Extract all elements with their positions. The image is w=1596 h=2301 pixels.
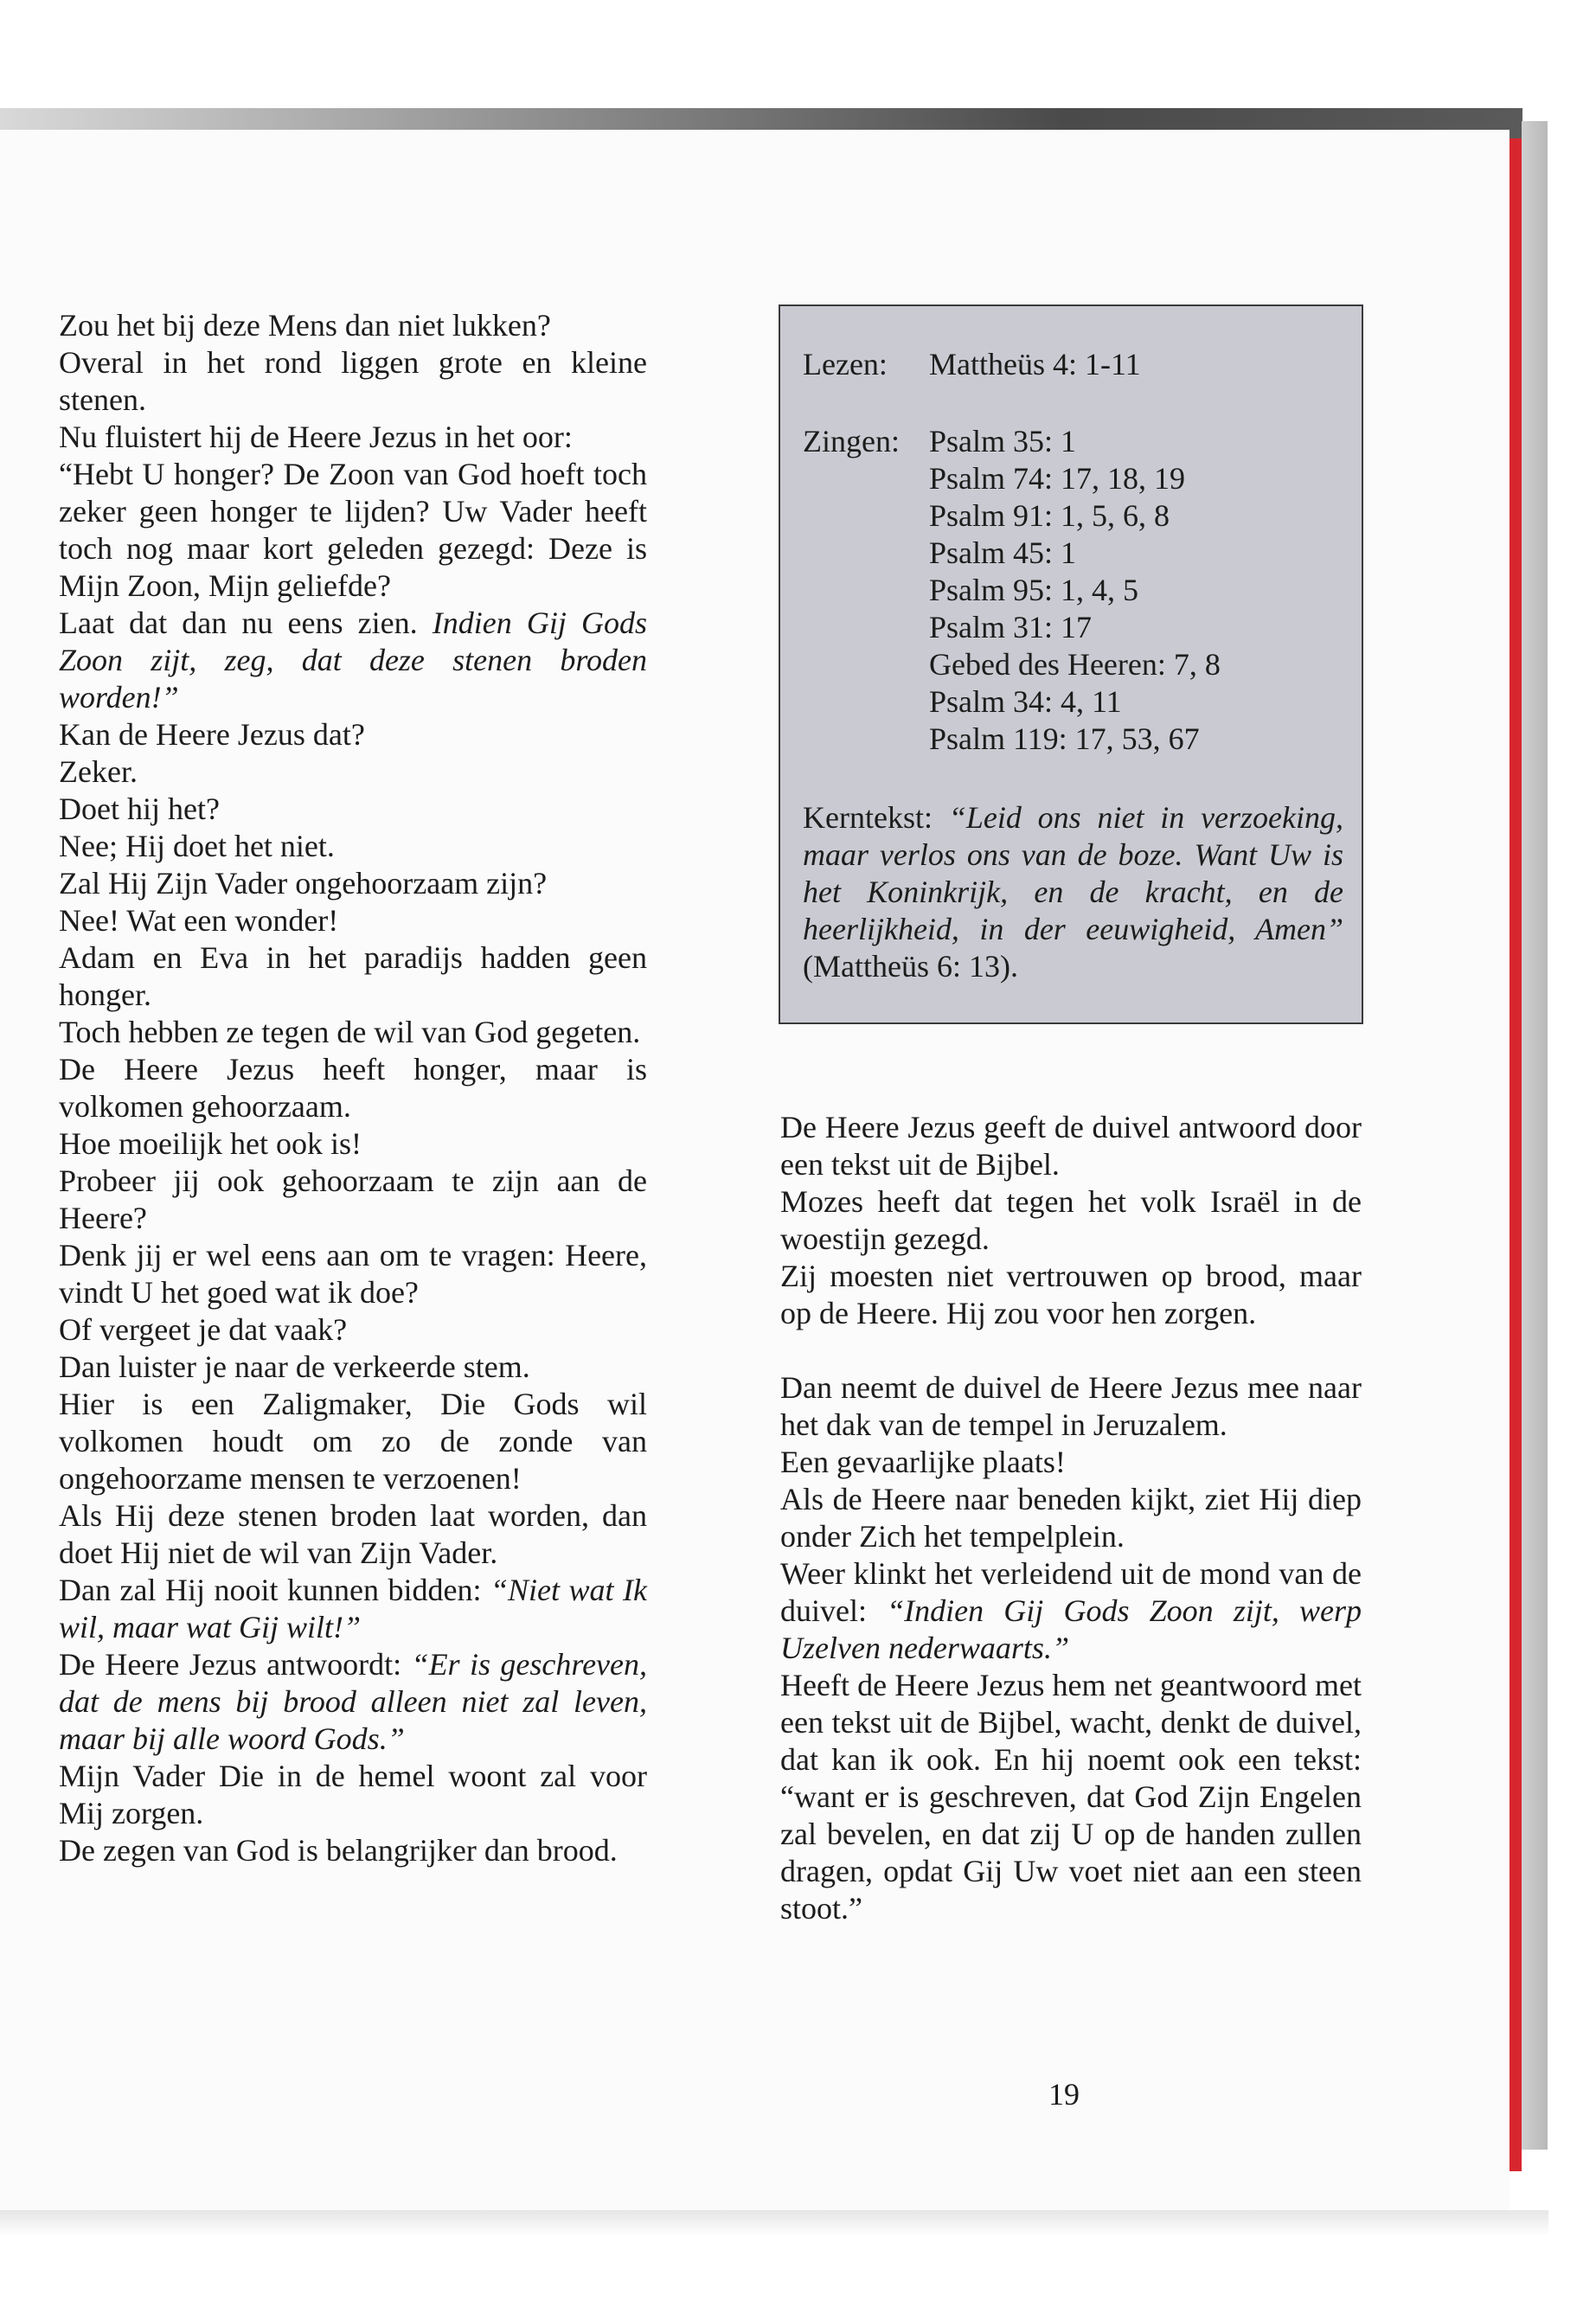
paragraph: De zegen van God is belangrijker dan brood. [59,1833,618,1868]
quote-italic: Indien Gij Gods Zoon zijt, zeg, dat deze stenen broden worden!” [59,606,648,715]
kerntekst [803,799,1343,985]
left-column [59,307,647,1869]
paragraph [59,1646,647,1758]
paragraph: Als de Heere naar beneden kijkt, ziet Hij diep onder Zich het tempelplein. [780,1482,1362,1554]
paragraph: Toch hebben ze tegen de wil van God gegeten. [59,1015,641,1049]
paragraph: Een gevaarlijke plaats! [780,1445,1066,1479]
paragraph [59,605,647,716]
spacer [780,1332,1362,1369]
paragraph: Nee; Hij doet het niet. [59,829,335,863]
paragraph: Doet hij het? [59,792,220,826]
paragraph: Kan de Heere Jezus dat? [59,717,365,752]
sentence: Laat dat dan nu eens zien. [59,606,418,640]
paragraph: Denk jij er wel eens aan om te vragen: Heere, vindt U het goed wat ik doe? [59,1238,647,1310]
paragraph: Heeft de Heere Jezus hem net geantwoord met een tekst uit de Bijbel, wacht, denkt de duivel, dat kan ik ook. En hij noemt ook een tekst: “want er is geschreven, dat God Zijn Engelen zal bevelen, en dat zij U op de handen zullen dragen, opdat Gij Uw voet niet aan een steen stoot.” [780,1668,1362,1926]
paragraph: “Hebt U honger? De Zoon van God hoeft toch zeker geen honger te lijden? Uw Vader heeft toch nog maar kort geleden gezegd: Deze is Mijn Zoon, Mijn geliefde? [59,457,647,603]
zingen-item: Psalm 45: 1 [929,535,1077,570]
paragraph: Als Hij deze stenen broden laat worden, dan doet Hij niet de wil van Zijn Vader. [59,1498,647,1570]
paragraph [59,1572,647,1646]
paragraph: De Heere Jezus geeft de duivel antwoord door een tekst uit de Bijbel. [780,1110,1362,1182]
zingen-item: Psalm 95: 1, 4, 5 [929,573,1139,607]
paragraph: Zal Hij Zijn Vader ongehoorzaam zijn? [59,866,548,901]
zingen-item: Gebed des Heeren: 7, 8 [929,647,1221,682]
zingen-label: Zingen: [803,424,900,458]
bottom-shadow [0,2210,1548,2236]
paragraph: Nu fluistert hij de Heere Jezus in het oor: [59,420,573,454]
zingen-item: Psalm 119: 17, 53, 67 [929,721,1200,756]
paragraph: Hoe moeilijk het ook is! [59,1126,362,1161]
zingen-item: Psalm 34: 4, 11 [929,684,1122,719]
zingen-item: Psalm 74: 17, 18, 19 [929,461,1186,496]
paragraph: Overal in het rond liggen grote en kleine stenen. [59,345,647,417]
zingen-item: Psalm 31: 17 [929,610,1093,644]
paragraph: Dan neemt de duivel de Heere Jezus mee naar het dak van de tempel in Jeruzalem. [780,1370,1362,1442]
red-book-edge [1509,138,1522,2171]
paragraph: Zou het bij deze Mens dan niet lukken? [59,308,551,343]
page-number: 19 [1048,2077,1080,2112]
paragraph [780,1555,1362,1667]
paragraph: Probeer jij ook gehoorzaam te zijn aan de Heere? [59,1163,647,1235]
paragraph: Mozes heeft dat tegen het volk Israël in de woestijn gezegd. [780,1184,1362,1256]
paragraph: Mijn Vader Die in de hemel woont zal voor Mij zorgen. [59,1759,647,1830]
kerntekst-label: Kerntekst: [803,800,933,835]
paragraph: Zij moesten niet vertrouwen op brood, maar op de Heere. Hij zou voor hen zorgen. [780,1259,1362,1330]
paragraph: De Heere Jezus heeft honger, maar is volkomen gehoorzaam. [59,1052,647,1124]
kerntekst-quote: “Leid ons niet in verzoeking, maar verlos ons van de boze. Want Uw is het Koninkrijk, en de kracht, en de heerlijkheid, in der eeuwigheid, Amen” [803,800,1344,946]
paragraph: Adam en Eva in het paradijs hadden geen honger. [59,940,647,1012]
sentence: Dan zal Hij nooit kunnen bidden: [59,1573,482,1607]
zingen-item: Psalm 91: 1, 5, 6, 8 [929,498,1170,533]
quote-italic: “Er is geschreven, dat de mens bij brood alleen niet zal leven, maar bij alle woord Gods.” [59,1647,647,1756]
lezen-value: Mattheüs 4: 1-11 [929,347,1141,381]
lezen-label: Lezen: [803,347,888,381]
reading-box [779,304,1363,1024]
gray-book-edge [1522,121,1548,2150]
quote-italic: “Niet wat Ik wil, maar wat Gij wilt!” [59,1573,648,1644]
quote-italic: “Indien Gij Gods Zoon zijt, werp Uzelven nederwaarts.” [780,1593,1362,1665]
right-column [780,1109,1362,1927]
paragraph: Dan luister je naar de verkeerde stem. [59,1349,530,1384]
zingen-item: Psalm 35: 1 [929,424,1077,458]
sentence: De Heere Jezus antwoordt: [59,1647,402,1682]
paragraph: Of vergeet je dat vaak? [59,1312,348,1347]
kerntekst-reference: (Mattheüs 6: 13). [803,949,1018,984]
paragraph: Nee! Wat een wonder! [59,903,339,938]
paragraph: Hier is een Zaligmaker, Die Gods wil volkomen houdt om zo de zonde van ongehoorzame mensen te verzoenen! [59,1387,647,1496]
sentence: Weer klinkt het verleidend uit de mond van de duivel: [780,1556,1362,1628]
paragraph: Zeker. [59,754,138,789]
